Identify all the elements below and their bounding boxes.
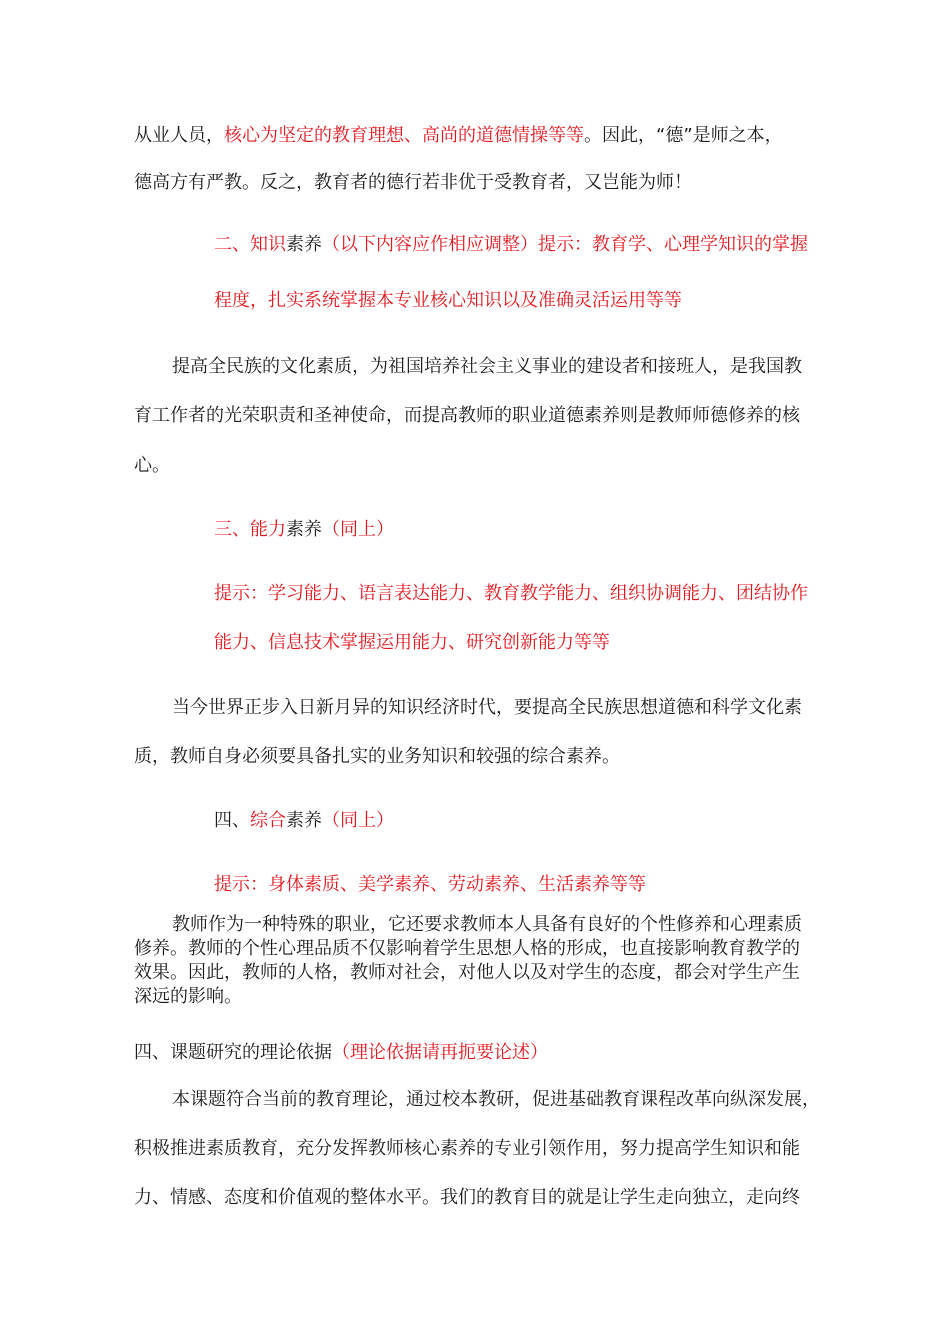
paragraph-line: 育工作者的光荣职责和圣神使命，而提高教师的职业道德素养则是教师师德修养的核 [134,405,800,426]
heading-keyword: 素养 [286,519,322,540]
section-title [134,1041,548,1065]
paragraph-line: 心。 [134,455,170,476]
heading-note: （同上） [322,519,394,540]
paragraph-line: 当今世界正步入日新月异的知识经济时代，要提高全民族思想道德和科学文化素 [172,697,802,718]
paragraph-line: 深远的影响。 [134,986,242,1007]
paragraph-line: 效果。因此，教师的人格，教师对社会，对他人以及对学生的态度，都会对学生产生 [134,962,800,983]
heading-note-line: 程度，扎实系统掌握本专业核心知识以及准确灵活运用等等 [214,290,682,311]
highlighted-text: 核心为坚定的教育理想、高尚的道德情操等等 [224,125,584,146]
section-heading [214,518,394,542]
section-heading [214,233,808,257]
text-run: 。因此，“德”是师之本， [584,125,783,146]
tip-line: 提示：身体素质、美学素养、劳动素养、生活素养等等 [214,874,646,895]
heading-keyword: 素养 [286,810,322,831]
section-title-note: （理论依据请再扼要论述） [332,1042,548,1063]
heading-keyword: 综合 [250,810,286,831]
paragraph-line [134,124,783,148]
heading-number: 二、知识 [214,234,286,255]
heading-number: 四、 [214,810,250,831]
text-run: 从业人员， [134,125,224,146]
heading-note: （以下内容应作相应调整）提示：教育学、心理学知识的掌握 [322,234,808,255]
heading-note: （同上） [322,810,394,831]
heading-number: 三、能力 [214,519,286,540]
paragraph-line: 教师作为一种特殊的职业，它还要求教师本人具备有良好的个性修养和心理素质 [172,914,802,935]
paragraph-line: 积极推进素质教育，充分发挥教师核心素养的专业引领作用，努力提高学生知识和能 [134,1138,800,1159]
paragraph-line: 质，教师自身必须要具备扎实的业务知识和较强的综合素养。 [134,746,620,767]
paragraph-line: 力、情感、态度和价值观的整体水平。我们的教育目的就是让学生走向独立，走向终 [134,1187,800,1208]
paragraph-line: 修养。教师的个性心理品质不仅影响着学生思想人格的形成，也直接影响教育教学的 [134,938,800,959]
paragraph-line: 本课题符合当前的教育理论，通过校本教研，促进基础教育课程改革向纵深发展， [172,1089,820,1110]
section-title-text: 四、课题研究的理论依据 [134,1042,332,1063]
paragraph-line: 德高方有严教。反之，教育者的德行若非优于受教育者，又岂能为师！ [134,172,692,193]
paragraph-line: 提高全民族的文化素质，为祖国培养社会主义事业的建设者和接班人，是我国教 [172,356,802,377]
heading-keyword: 素养 [286,234,322,255]
tip-line: 提示：学习能力、语言表达能力、教育教学能力、组织协调能力、团结协作 [214,583,808,604]
section-heading [214,809,394,833]
tip-line: 能力、信息技术掌握运用能力、研究创新能力等等 [214,632,610,653]
